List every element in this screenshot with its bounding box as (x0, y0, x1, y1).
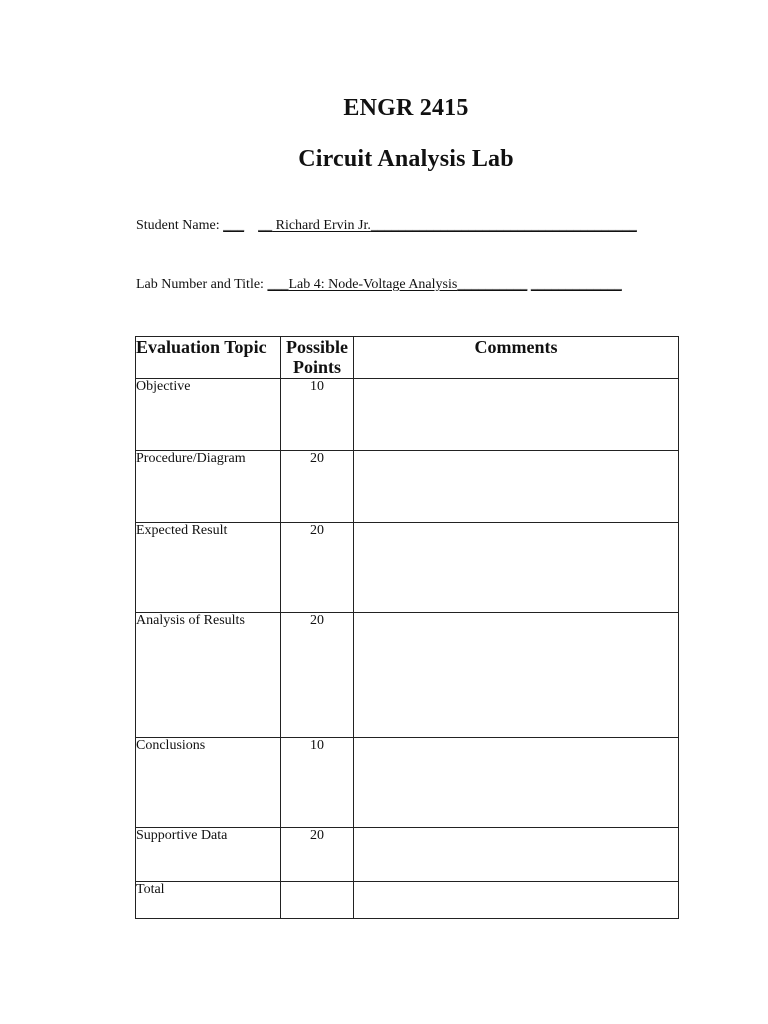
lab-number-blank-after-2: _____________ (530, 277, 622, 292)
student-name-blank-after: ______________________________________ (370, 218, 637, 233)
table-row (136, 882, 679, 919)
row-points: 20 (281, 523, 354, 613)
row-comments (354, 523, 679, 613)
row-points: 20 (281, 613, 354, 738)
lab-number-label: Lab Number and Title: (136, 277, 264, 292)
row-points (281, 882, 354, 919)
lab-number-value: Lab 4: Node-Voltage Analysis (288, 277, 458, 292)
student-name-blank-1: ___ (223, 218, 245, 233)
header-points-line2: Points (292, 357, 341, 377)
row-points: 20 (281, 451, 354, 523)
row-points: 10 (281, 738, 354, 828)
row-points: 20 (281, 828, 354, 882)
row-topic: Expected Result (136, 523, 281, 613)
student-name-gap (244, 218, 258, 233)
table-header-row (136, 337, 679, 379)
row-topic: Total (136, 882, 281, 919)
table-row (136, 828, 679, 882)
table-row (136, 738, 679, 828)
header-comments: Comments (354, 337, 679, 379)
row-topic: Analysis of Results (136, 613, 281, 738)
header-points-line1: Possible (285, 337, 348, 357)
row-topic: Objective (136, 379, 281, 451)
evaluation-table (135, 336, 679, 919)
row-comments (354, 882, 679, 919)
table-row (136, 379, 679, 451)
header-possible-points (281, 337, 354, 379)
row-topic: Conclusions (136, 738, 281, 828)
row-comments (354, 379, 679, 451)
row-topic: Supportive Data (136, 828, 281, 882)
row-comments (354, 828, 679, 882)
lab-title: Circuit Analysis Lab (298, 146, 514, 172)
row-points: 10 (281, 379, 354, 451)
student-name-line (136, 218, 637, 234)
student-name-label: Student Name: (136, 218, 220, 233)
lab-number-blank-before: ___ (267, 277, 289, 292)
table-row (136, 451, 679, 523)
row-comments (354, 451, 679, 523)
course-title: ENGR 2415 (343, 95, 469, 121)
row-topic: Procedure/Diagram (136, 451, 281, 523)
student-name-blank-2: __ (258, 218, 273, 233)
row-comments (354, 613, 679, 738)
row-comments (354, 738, 679, 828)
header-evaluation-topic: Evaluation Topic (136, 337, 281, 379)
lab-number-line (136, 277, 622, 293)
table-row (136, 613, 679, 738)
student-name-value: Richard Ervin Jr. (272, 218, 371, 233)
lab-number-blank-after-1: __________ (457, 277, 528, 292)
table-row (136, 523, 679, 613)
